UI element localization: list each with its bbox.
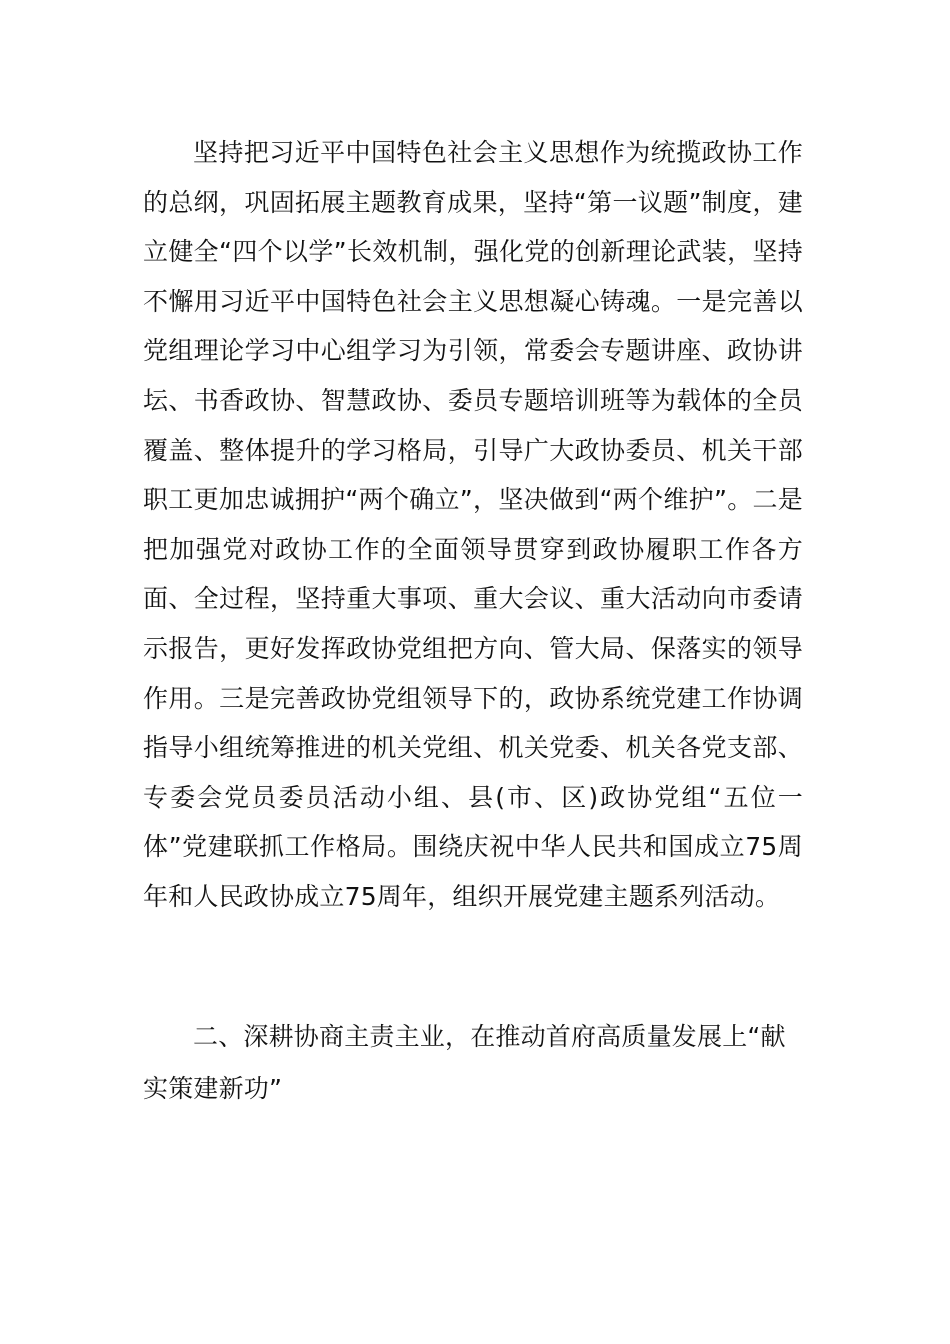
body-paragraph: 坚持把习近平中国特色社会主义思想作为统揽政协工作的总纲，巩固拓展主题教育成果，坚持“第一议题”制度，建立健全“四个以学”长效机制，强化党的创新理论武装，坚持不懈用习近平中国特色社会主义思想凝心铸魂。一是完善以党组理论学习中心组学习为引领，常委会专题讲座、政协讲坛、书香政协、智慧政协、委员专题培训班等为载体的全员覆盖、整体提升的学习格局，引导广大政协委员、机关干部职工更加忠诚拥护“两个确立”，坚决做到“两个维护”。二是把加强党对政协工作的全面领导贯穿到政协履职工作各方面、全过程，坚持重大事项、重大会议、重大活动向市委请示报告，更好发挥政协党组把方向、管大局、保落实的领导作用。三是完善政协党组领导下的，政协系统党建工作协调指导小组统筹推进的机关党组、机关党委、机关各党支部、专委会党员委员活动小组、县(市、区)政协党组“五位一体”党建联抓工作格局。围绕庆祝中华人民共和国成立75周年和人民政协成立75周年，组织开展党建主题系列活动。 <box>143 138 803 911</box>
section-heading: 二、深耕协商主责主业，在推动首府高质量发展上“献实策建新功” <box>143 1022 786 1103</box>
